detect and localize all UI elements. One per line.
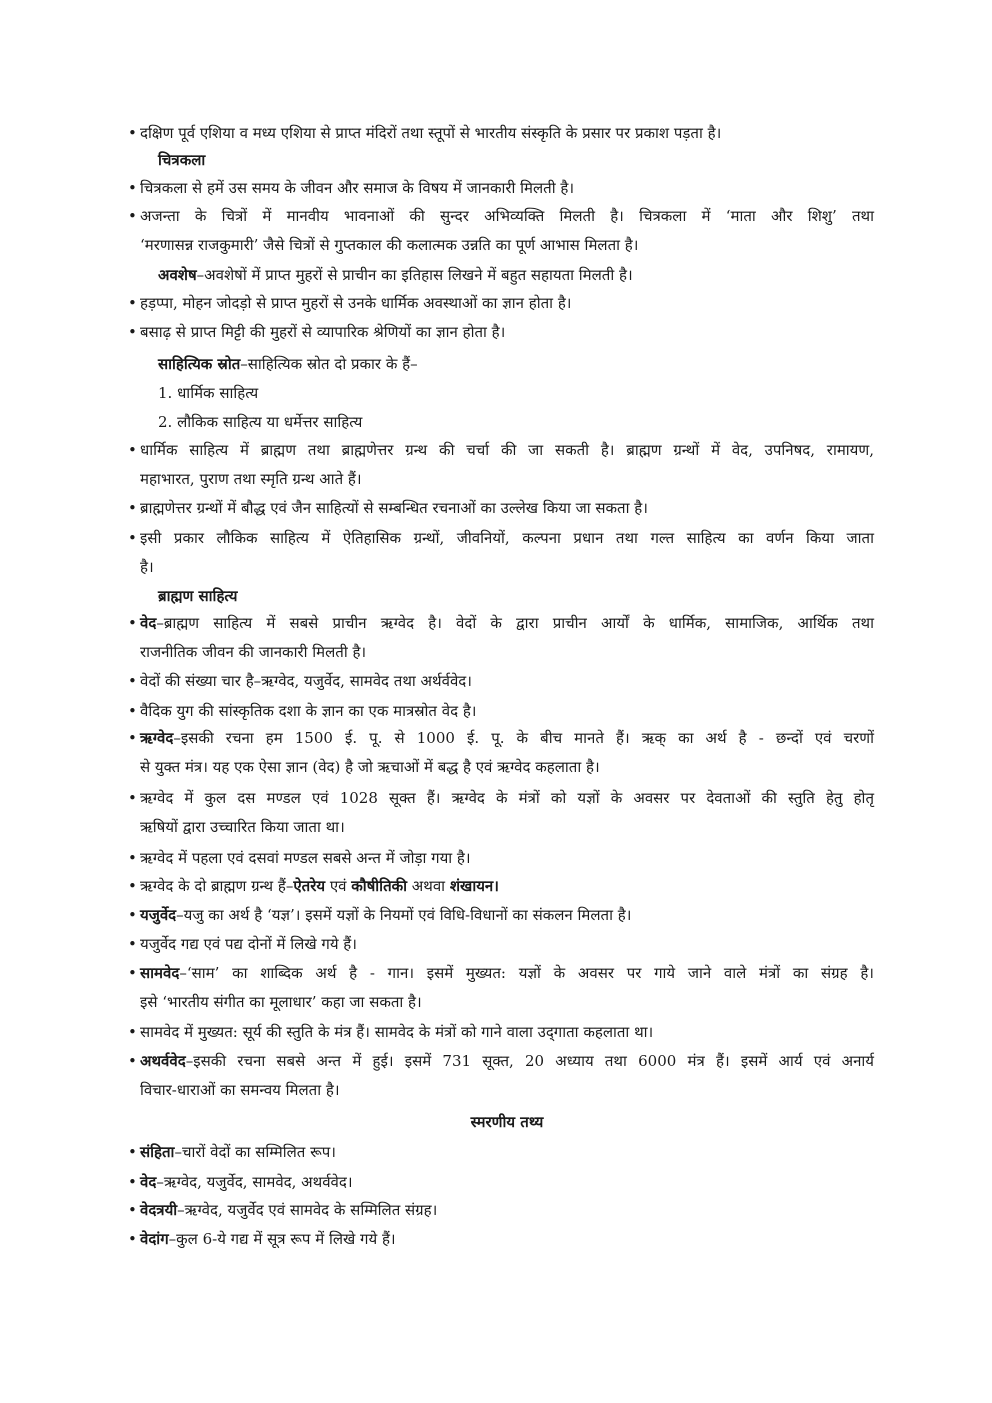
bullet-dot: • [128,1230,137,1248]
bullet-continuation [140,554,874,580]
line-text: धार्मिक साहित्य में ब्राह्मण तथा ब्राह्मणेत्तर ग्रन्थ की चर्चा की जा सकती है। ब्राह्मण ग्रन्थों में वेद, उपनिषद, रामायण, [140,441,874,459]
line-text: यजुर्वेद गद्य एवं पद्य दोनों में लिखे गये हैं। [140,935,357,953]
bullet-item [128,1048,874,1074]
bullet-dot: • [128,906,137,924]
line-text: ब्राह्मणेत्तर ग्रन्थों में बौद्ध एवं जैन साहित्यों से सम्बन्धित रचनाओं का उल्लेख किया जा सकता है। [140,499,648,517]
text-run: ऋग्वेद के दो ब्राह्मण ग्रन्थ हैं– [140,877,294,895]
line-text: इसे ‘भारतीय संगीत का मूलाधार’ कहा जा सकता है। [140,993,422,1011]
bullet-dot: • [128,1143,137,1161]
numbered-item: 1. धार्मिक साहित्य [158,384,259,402]
bold-term: शंखायन। [449,877,499,895]
paragraph [158,262,874,288]
line-text: –ऋग्वेद, यजुर्वेद एवं सामवेद के सम्मिलित संग्रह। [177,1201,438,1219]
bullet-continuation [140,989,874,1015]
line-text: से युक्त मंत्र। यह एक ऐसा ज्ञान (वेद) है जो ऋचाओं में बद्ध है एवं ऋग्वेद कहलाता है। [140,758,600,776]
bullet-item [128,931,874,957]
section-heading: स्मरणीय तथ्य [470,1113,544,1131]
term-label: वेदांग [140,1230,169,1248]
bullet-item [128,698,874,724]
term-label: वेदत्रयी [140,1201,178,1219]
bullet-dot: • [128,499,137,517]
line-text: –चारों वेदों का सम्मिलित रूप। [174,1143,336,1161]
bullet-item [128,785,874,811]
bullet-continuation [140,814,874,840]
bullet-dot: • [128,672,137,690]
bullet-item [128,1139,874,1165]
bold-term: कौषीतिकी [351,877,408,895]
term-label: वेद [140,1173,157,1191]
line-text: राजनीतिक जीवन की जानकारी मिलती है। [140,643,367,661]
line-text: –ऋग्वेद, यजुर्वेद, सामवेद, अथर्ववेद। [156,1173,353,1191]
line-text: सामवेद में मुख्यत: सूर्य की स्तुति के मंत्र हैं। सामवेद के मंत्रों को गाने वाला उद्‌गाता कहलाता था। [140,1023,654,1041]
bullet-dot: • [128,323,137,341]
bullet-dot: • [128,935,137,953]
bullet-item [128,203,874,229]
line-text: ऋग्वेद में कुल दस मण्डल एवं 1028 सूक्त हैं। ऋग्वेद के मंत्रों को यज्ञों के अवसर पर देवताओं की स्तुति हेतु होतृ [140,789,874,807]
term-label: अवशेष [158,266,197,284]
numbered-item: 2. लौकिक साहित्य या धर्मेत्तर साहित्य [158,413,363,431]
bullet-continuation [140,1077,874,1103]
bullet-item [128,668,874,694]
line-text: विचार-धाराओं का समन्वय मिलता है। [140,1081,340,1099]
bullet-dot: • [128,789,137,807]
bullet-item [128,1169,874,1195]
bullet-item [128,319,874,345]
term-label: साहित्यिक स्रोत [158,355,241,373]
bullet-dot: • [128,849,137,867]
line-text: –कुल 6-ये गद्य में सूत्र रूप में लिखे गये हैं। [168,1230,396,1248]
bullet-dot: • [128,441,137,459]
bullet-dot: • [128,964,137,982]
line-text: महाभारत, पुराण तथा स्मृति ग्रन्थ आते हैं। [140,470,362,488]
term-label: यजुर्वेद [140,906,177,924]
bullet-dot: • [128,1023,137,1041]
bullet-item [128,290,874,316]
bold-term: ऐतरेय [293,877,326,895]
paragraph-text: –साहित्यिक स्रोत दो प्रकार के हैं– [240,355,418,373]
bullet-item [128,873,874,899]
text-run: एवं [325,877,352,895]
bullet-dot: • [128,729,137,747]
section-heading: चित्रकला [158,151,206,169]
bullet-continuation [140,466,874,492]
line-text: –‘साम’ का शाब्दिक अर्थ है - गान। इसमें मुख्यत: यज्ञों के अवसर पर गाये जाने वाले मंत्रों का संग्रह है। [179,964,874,982]
line-text: –इसकी रचना हम 1500 ई. पू. से 1000 ई. पू. के बीच मानते हैं। ऋक् का अर्थ है - छन्दों एवं चरणों [173,729,874,747]
bullet-item [128,120,874,146]
bullet-item [128,1226,874,1252]
line-text: ऋषियों द्वारा उच्चारित किया जाता था। [140,818,345,836]
bullet-item [128,845,874,871]
line-text: वैदिक युग की सांस्कृतिक दशा के ज्ञान का एक मात्रस्रोत वेद है। [140,702,477,720]
bullet-dot: • [128,294,137,312]
bullet-dot: • [128,877,137,895]
bullet-continuation [140,754,874,780]
bullet-item [128,902,874,928]
line-text: –यजु का अर्थ है ‘यज्ञ’। इसमें यज्ञों के नियमों एवं विधि-विधानों का संकलन मिलता है। [176,906,632,924]
term-label: ऋग्वेद [140,729,174,747]
line-text: ‘मरणासन्न राजकुमारी’ जैसे चित्रों से गुप्तकाल की कलात्मक उन्नति का पूर्ण आभास मिलता है। [140,236,639,254]
line-text: –इसकी रचना सबसे अन्त में हुई। इसमें 731 सूक्त, 20 अध्याय तथा 6000 मंत्र हैं। इसमें आर्य एवं अनार्य [185,1052,874,1070]
line-text: वेदों की संख्या चार है–ऋग्वेद, यजुर्वेद, सामवेद तथा अर्थर्ववेद। [140,672,472,690]
bullet-item [128,960,874,986]
bullet-dot: • [128,1173,137,1191]
line-text: दक्षिण पूर्व एशिया व मध्य एशिया से प्राप्त मंदिरों तथा स्तूपों से भारतीय संस्कृति के प्रसार पर प्रकाश पड़ता है। [140,124,722,142]
line-text: अजन्ता के चित्रों में मानवीय भावनाओं की सुन्दर अभिव्यक्ति मिलती है। चित्रकला में ‘माता और शिशु’ तथा [140,207,874,225]
section-heading: ब्राह्मण साहित्य [158,587,238,605]
bullet-dot: • [128,179,137,197]
term-label: संहिता [140,1143,175,1161]
bullet-item [128,725,874,751]
bullet-dot: • [128,207,137,225]
bullet-item [128,437,874,463]
bullet-item [128,495,874,521]
bullet-continuation [140,639,874,665]
bullet-item [128,175,874,201]
paragraph-text: –अवशेषों में प्राप्त मुहरों से प्राचीन का इतिहास लिखने में बहुत सहायता मिलती है। [196,266,633,284]
bullet-item [128,610,874,636]
bullet-item [128,1197,874,1223]
line-text: हड़प्पा, मोहन जोदड़ो से प्राप्त मुहरों से उनके धार्मिक अवस्थाओं का ज्ञान होता है। [140,294,572,312]
bullet-dot: • [128,124,137,142]
line-text: ऋग्वेद में पहला एवं दसवां मण्डल सबसे अन्त में जोड़ा गया है। [140,849,471,867]
line-text: चित्रकला से हमें उस समय के जीवन और समाज के विषय में जानकारी मिलती है। [140,179,575,197]
bullet-item [128,1019,874,1045]
line-text: इसी प्रकार लौकिक साहित्य में ऐतिहासिक ग्रन्थों, जीवनियों, कल्पना प्रधान तथा गल्त साहित्य का वर्णन किया जाता [140,529,874,547]
bullet-continuation [140,232,874,258]
bullet-dot: • [128,1201,137,1219]
term-label: अथर्ववेद [140,1052,186,1070]
bullet-dot: • [128,529,137,547]
term-label: वेद [140,614,157,632]
bullet-dot: • [128,614,137,632]
paragraph [158,351,874,377]
text-run: अथवा [407,877,450,895]
term-label: सामवेद [140,964,180,982]
line-text: है। [140,558,154,576]
line-text: –ब्राह्मण साहित्य में सबसे प्राचीन ऋग्वेद है। वेदों के द्वारा प्राचीन आर्यों के धार्मिक, सामाजिक, आर्थिक तथा [156,614,874,632]
bullet-item [128,525,874,551]
line-text: बसाढ़ से प्राप्त मिट्टी की मुहरों से व्यापारिक श्रेणियों का ज्ञान होता है। [140,323,506,341]
bullet-dot: • [128,1052,137,1070]
bullet-dot: • [128,702,137,720]
